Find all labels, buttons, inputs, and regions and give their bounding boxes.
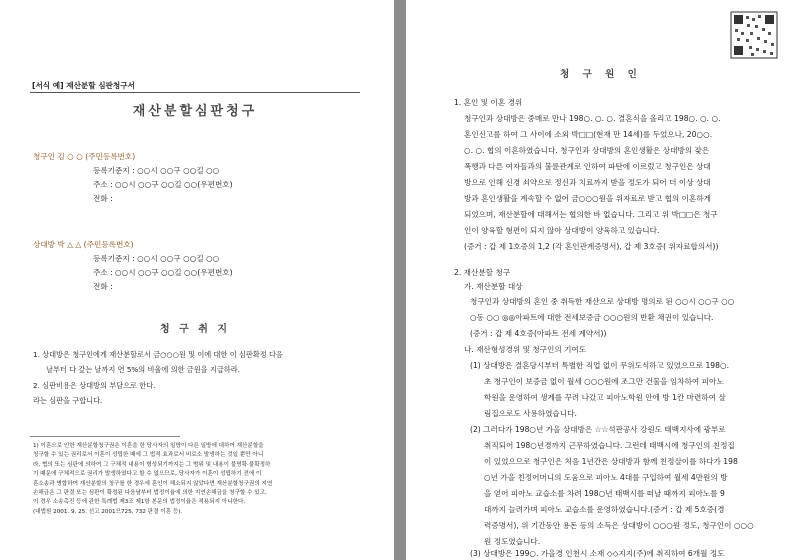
paragraph-line: ○년 가을 친정어머니의 도움으로 피아노 4대를 구입하여 월세 4만원의 방 <box>484 473 728 482</box>
subsection-heading: 나. 재산형성경위 및 청구인의 기여도 <box>464 345 587 354</box>
paragraph-line: ○동 ○○ ◎◎아파트에 대한 전세보증금 ○○○원의 반환 채권이 있습니다. <box>470 313 714 322</box>
paragraph-line: (1) 상대방은 결혼당시부터 특별한 직업 없이 무위도식하고 있었으므로 198○. <box>470 361 729 370</box>
respondent-name: 상대방 박 △ △ (주민등록번호) <box>33 240 134 249</box>
paragraph-line: 청구인과 상대방의 혼인 중 취득한 재산으로 상대방 명의로 된 ○○시 ○○구 ○○ <box>470 297 735 306</box>
footnote-line: (대법원 2001. 9. 25. 선고 2001므725, 732 판결 이혼 등). <box>33 508 183 515</box>
respondent-address: 주소 : ○○시 ○○구 ○○길 ○○(우편번호) <box>93 268 233 277</box>
evidence-line: (증거 : 갑 제 4호증(아파트 전세 계약서)) <box>470 329 607 338</box>
section-heading: 2. 재산분할 청구 <box>454 268 511 277</box>
paragraph-line: ○. ○. 협의 이혼하였습니다. 청구인과 상대방의 혼인생활은 상대방의 잦은 <box>464 146 710 155</box>
paragraph-line: 되었으며, 재산분할에 대해서는 협의한 바 없습니다. 그리고 위 박□□은 청구 <box>464 210 718 219</box>
paragraph-line: 대까지 늘려가며 피아노 교습소를 운영하였습니다.(증거 : 갑 제 5호증(경 <box>484 505 725 514</box>
document-page-left <box>0 0 394 560</box>
paragraph-line: (3) 상대방은 199○. 가을경 인천시 소재 ◇◇지지(주)에 취직하여 6개월 정도 <box>470 549 725 558</box>
paragraph-line: 혼인신고를 하여 그 사이에 소외 박□□(현재 만 14세)를 두었으나, 20○○. <box>464 130 713 139</box>
paragraph-line: 청구인과 상대방은 중매로 만나 198○. ○. ○. 결혼식을 올리고 198○. ○. ○. <box>464 114 721 123</box>
claimant-phone: 전화 : <box>93 194 113 203</box>
footnote-line: 기 때문에 구체적으로 권리가 발생하였다고 할 수 없으므로, 당사자가 이혼이 성립하기 전에 이 <box>33 471 262 478</box>
page-gutter <box>394 0 406 560</box>
document-page-right <box>406 0 800 560</box>
respondent-phone: 전화 : <box>93 282 113 291</box>
paragraph-line: 인이 양육할 형편이 되지 않아 상대방이 양육하고 있습니다. <box>464 226 660 235</box>
paragraph-line: 력증명서), 위 기간동안 용돈 등의 소득은 상대방이 ○○○원 정도, 청구인이 ○○○ <box>484 521 754 530</box>
section-heading: 1. 혼인 및 이혼 경위 <box>454 98 523 107</box>
paragraph-line: 방으로 인해 신경 쇠약으로 정신과 치료까지 받을 정도가 되어 더 이상 상대 <box>464 178 711 187</box>
respondent-registration: 등록기준지 : ○○시 ○○구 ○○길 ○○ <box>93 254 220 263</box>
footnote-line: 청구할 수 있는 권리로서 이혼이 성립한 때에 그 법적 효과로서 비로소 발생하는 것일 뿐만 아니 <box>33 452 264 459</box>
paragraph-line: 폭행과 다른 여자들과의 불륜관계로 인하여 파탄에 이르렀고 청구인은 상대 <box>464 162 711 171</box>
footnote-line: 손해금은 그 판결 또는 심판이 확정된 다음날부터 법정이율에 의한 지연손해금을 청구할 수 있고, <box>33 490 267 496</box>
purpose-item-2: 2. 심판비용은 상대방의 부담으로 한다. <box>33 381 156 390</box>
purpose-closing: 라는 심판을 구합니다. <box>33 396 103 405</box>
purpose-item-1b: 날부터 다 갚는 날까지 연 5%의 비율에 의한 금원을 지급하라. <box>46 365 240 374</box>
paragraph-line: 원 정도였습니다. <box>484 537 541 546</box>
header-rule <box>30 92 360 93</box>
footnote-line: 혼소송과 병합하여 재산분할의 청구를 한 경우에 혼인이 해소되지 않았다면 재산분할청구권의 지연 <box>33 480 273 487</box>
evidence-line: (증거 : 갑 제 1호증의 1,2 (각 혼인관계증명서), 갑 제 3호증( 위자료합의서)) <box>464 242 719 251</box>
paragraph-line: 방과 혼인생활을 계속할 수 없어 금○○○원을 위자료로 받고 협의 이혼하게 <box>464 194 711 203</box>
footnote-line: 이 경우 소송촉진 등에 관한 특례법 제3조 제1항 본문의 법정이율은 적용되지 아니한다. <box>33 499 246 506</box>
paragraph-line: 림집으로도 사용하였습니다. <box>484 409 577 418</box>
form-label: [서식 예] 재산분할 심판청구서 <box>32 81 135 90</box>
qr-code-icon <box>729 10 779 60</box>
paragraph-line: 취직되어 198○년경까지 근무하였습니다. 그런데 태백시에 청구인의 친정집 <box>484 441 735 450</box>
claimant-registration: 등록기준지 : ○○시 ○○구 ○○길 ○○ <box>93 166 220 175</box>
purpose-title: 청 구 취 지 <box>159 324 231 335</box>
section-title: 청 구 원 인 <box>560 69 642 80</box>
paragraph-line: 초 청구인이 보증금 없이 월세 ○○○원에 조그만 건물을 임차하여 피아노 <box>484 377 724 386</box>
paragraph-line: 학원을 운영하여 생계를 꾸려 나갔고 피아노학원 안에 방 1칸 마련하여 살 <box>484 393 726 402</box>
claimant-name: 청구인 김 ○ ○ (주민등록번호) <box>33 152 136 161</box>
purpose-item-1a: 1. 상대방은 청구인에게 재산분할로서 금○○○원 및 이에 대한 이 심판확정 다음 <box>33 350 283 359</box>
footnote-line: 1) 이혼으로 인한 재산분할청구권은 이혼을 한 당사자의 일방이 다른 일방에 대하여 재산분할을 <box>33 443 264 449</box>
footnote-line: 라, 협의 또는 심판에 의하여 그 구체적 내용이 형성되기까지는 그 범위 및 내용이 불명확·불확정하 <box>33 461 271 468</box>
claimant-address: 주소 : ○○시 ○○구 ○○길 ○○(우편번호) <box>93 180 233 189</box>
subsection-heading: 가. 재산분할 대상 <box>464 282 523 291</box>
paragraph-line: 을 얻어 피아노 교습소를 차려 198○년 태백시를 떠날 때까지 피아노를 9 <box>484 489 725 498</box>
paragraph-line: (2) 그러다가 198○년 가을 상대방은 ☆☆석판공사 강원도 태백지사에 광부로 <box>470 425 726 434</box>
document-title: 재산분할심판청구 <box>132 104 258 119</box>
footnote-rule <box>30 436 180 437</box>
paragraph-line: 이 있었으므로 청구인은 처음 1년간은 상대방과 함께 친정살이를 하다가 198 <box>484 457 738 466</box>
